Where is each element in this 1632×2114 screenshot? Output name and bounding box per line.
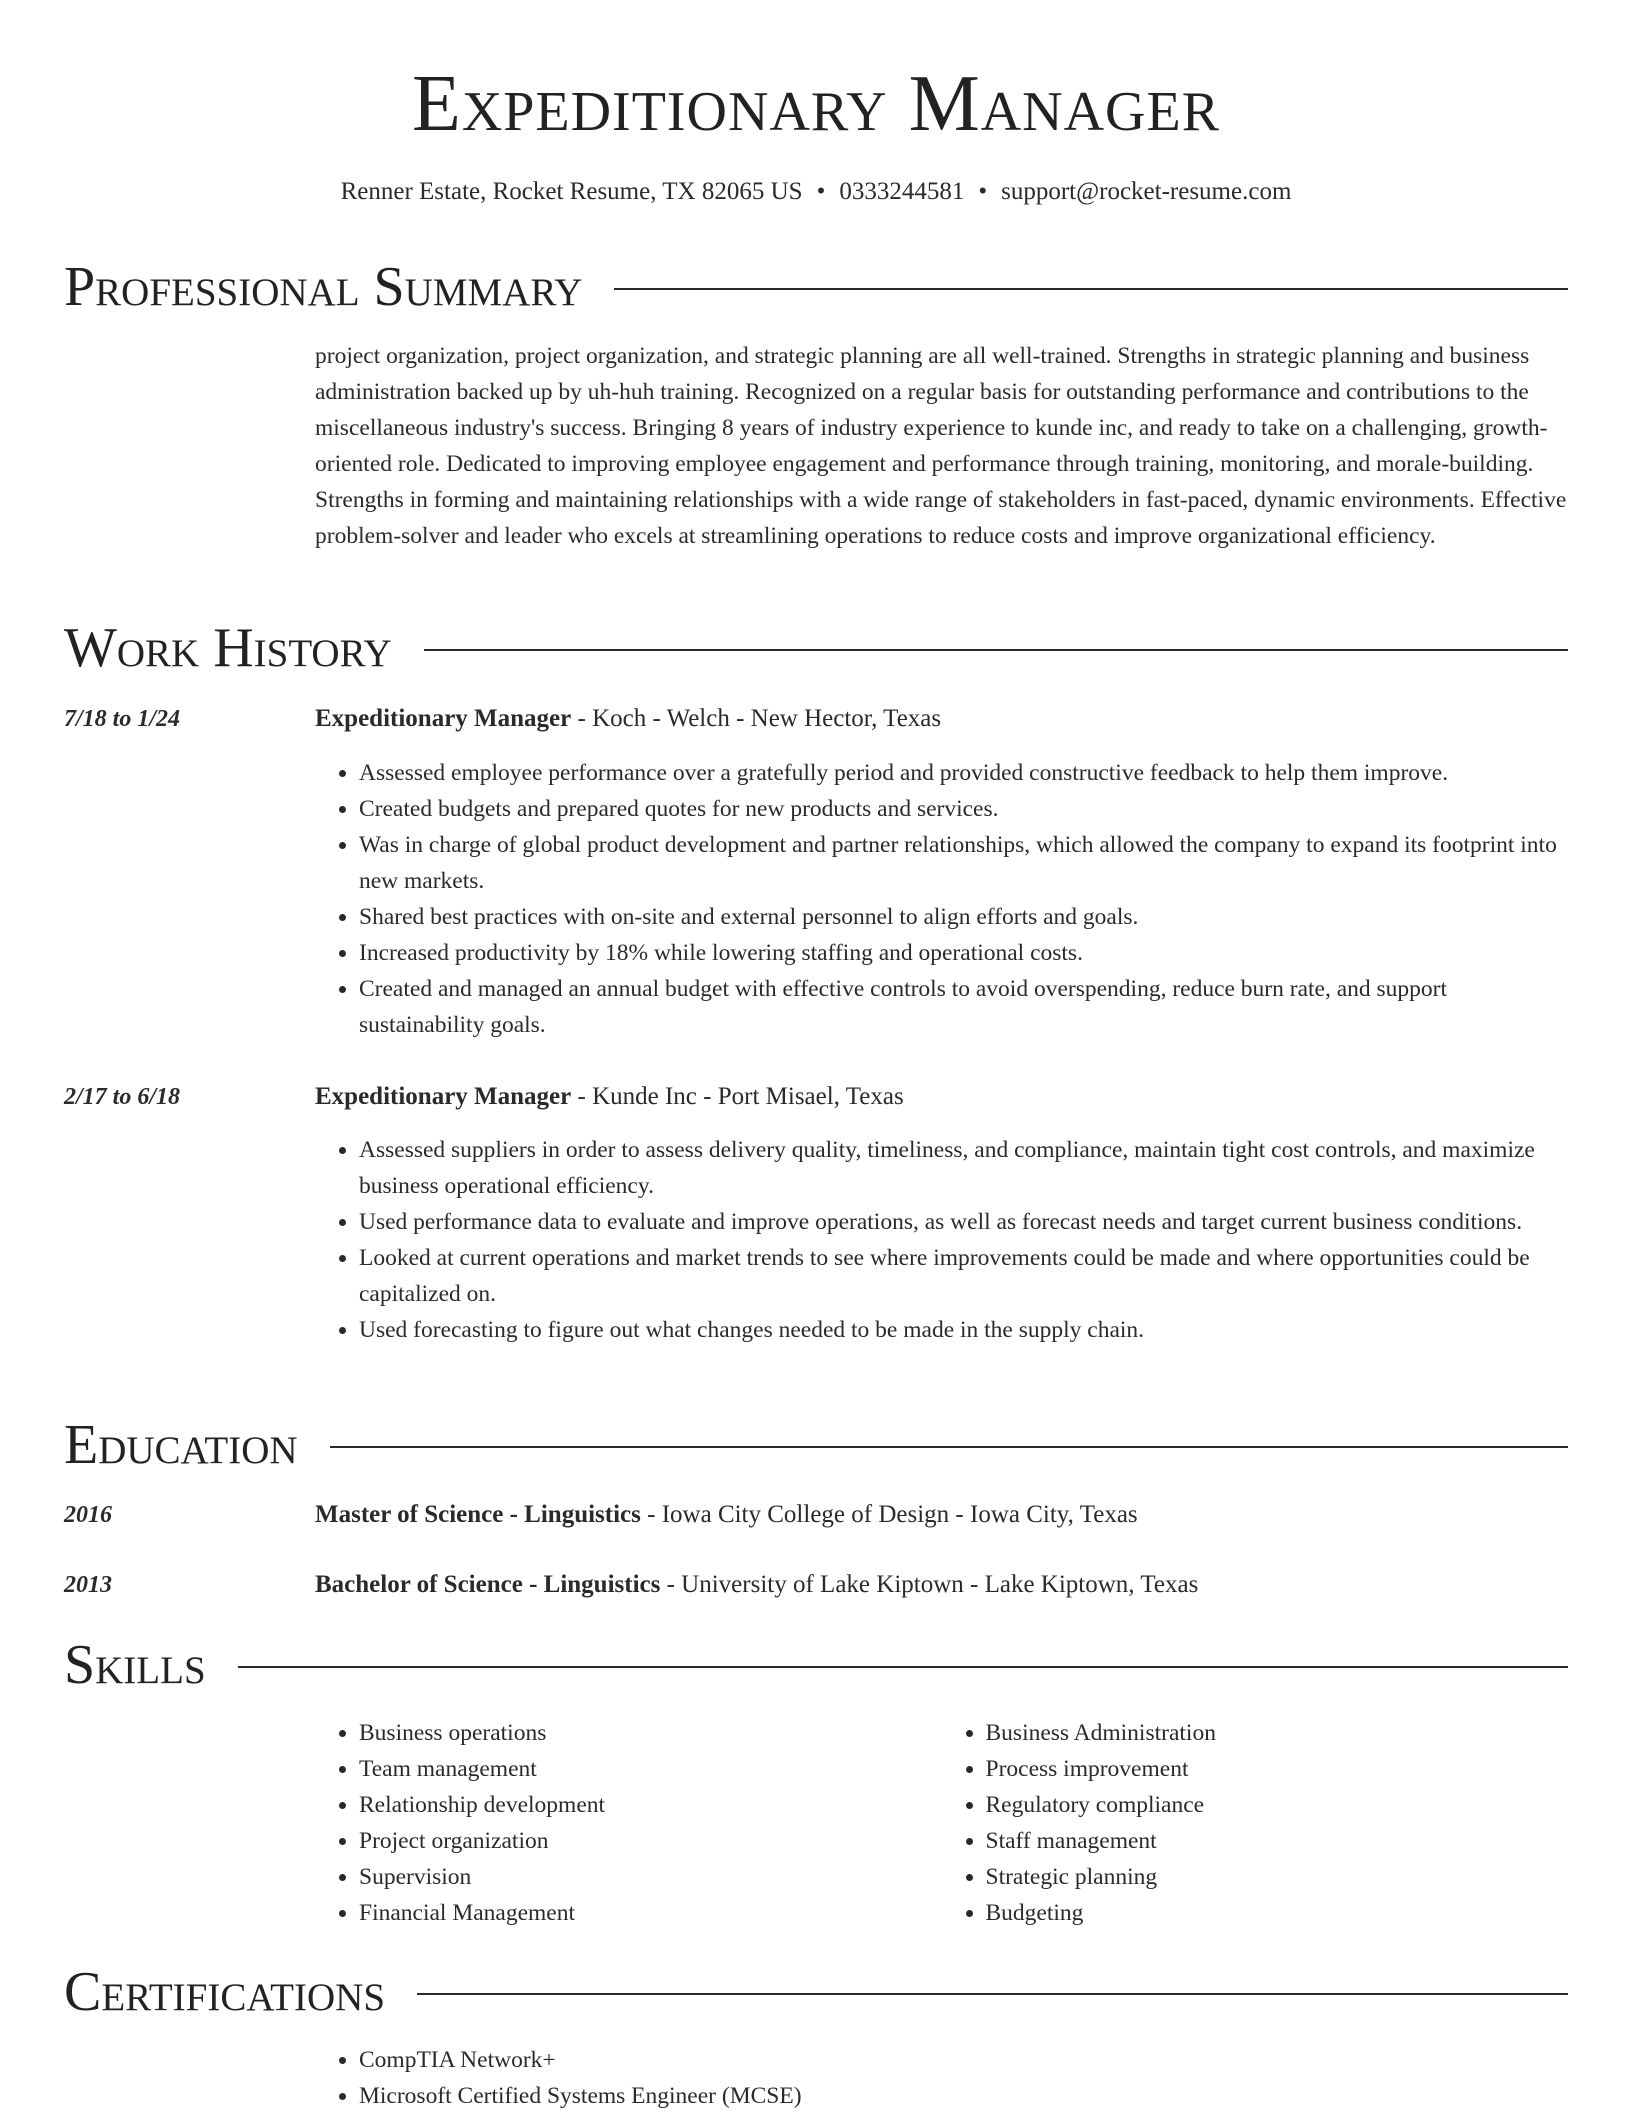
skill-item: • Business Administration [986, 1715, 1569, 1751]
email: support@rocket-resume.com [1001, 178, 1292, 205]
list-item: • Shared best practices with on-site and external personnel to align efforts and goals. [359, 899, 1568, 935]
education-entry [315, 1567, 1198, 1603]
job-details: - Koch - Welch - New Hector, Texas [571, 705, 942, 732]
certifications-header [64, 1960, 1568, 2024]
skills-list [315, 1715, 1568, 1931]
section-title-work: Work History [64, 617, 392, 679]
skill-item: • Regulatory compliance [986, 1787, 1569, 1823]
address: Renner Estate, Rocket Resume, TX 82065 US [340, 178, 803, 205]
skill-item: • Project organization [359, 1823, 942, 1859]
section-title-skills: Skills [64, 1634, 206, 1696]
section-title-summary: Professional Summary [64, 256, 583, 318]
job-heading [315, 1079, 904, 1115]
skills-column-right [942, 1715, 1569, 1931]
skills-column-left [315, 1715, 942, 1931]
skill-item: • Staff management [986, 1823, 1569, 1859]
job-role: Expeditionary Manager [315, 1083, 572, 1110]
school-details: - Iowa City College of Design - Iowa City, Texas [640, 1501, 1138, 1528]
skill-item: • Financial Management [359, 1895, 942, 1931]
list-item: • Increased productivity by 18% while lowering staffing and operational costs. [359, 935, 1568, 971]
education-header [64, 1413, 1568, 1477]
section-divider [330, 1446, 1568, 1448]
school-details: - University of Lake Kiptown - Lake Kiptown, Texas [660, 1571, 1199, 1598]
contact-line [64, 176, 1568, 208]
education-year: 2013 [64, 1572, 112, 1598]
skill-item: • Process improvement [986, 1751, 1569, 1787]
job-bullets [315, 755, 1568, 1043]
list-item: • Used forecasting to figure out what changes needed to be made in the supply chain. [359, 1312, 1568, 1348]
list-item: • Looked at current operations and market trends to see where improvements could be made and where opportunities could be capitalized on. [359, 1240, 1568, 1312]
skill-item: • Relationship development [359, 1787, 942, 1823]
certification-item: • CompTIA Network+ [359, 2042, 1568, 2078]
phone: 0333244581 [839, 178, 965, 205]
job-heading [315, 701, 941, 737]
certifications-list [315, 2042, 1568, 2114]
list-item: • Assessed suppliers in order to assess delivery quality, timeliness, and compliance, maintain tight cost controls, and maximize business operational efficiency. [359, 1132, 1568, 1204]
list-item: • Was in charge of global product development and partner relationships, which allowed the company to expand its footprint into new markets. [359, 827, 1568, 899]
degree: Master of Science - Linguistics [315, 1501, 641, 1528]
separator: • [816, 178, 826, 205]
section-divider [238, 1666, 1568, 1668]
summary-block [315, 338, 1568, 554]
education-entry [315, 1497, 1138, 1533]
section-title-education: Education [64, 1414, 298, 1476]
job-dates: 2/17 to 6/18 [64, 1084, 181, 1110]
certification-item: • Microsoft Certified Systems Engineer (MCSE) [359, 2078, 1568, 2114]
skill-item: • Strategic planning [986, 1859, 1569, 1895]
job-bullets [315, 1132, 1568, 1348]
job-role: Expeditionary Manager [315, 705, 572, 732]
section-title-certifications: Certifications [64, 1961, 386, 2023]
work-header [64, 616, 1568, 680]
skill-item: • Business operations [359, 1715, 942, 1751]
skill-item: • Team management [359, 1751, 942, 1787]
degree: Bachelor of Science - Linguistics [315, 1571, 661, 1598]
section-divider [417, 1993, 1568, 1995]
education-year: 2016 [64, 1502, 112, 1528]
separator: • [978, 178, 988, 205]
candidate-name: Expeditionary Manager [411, 60, 1221, 148]
section-divider [614, 288, 1568, 290]
skill-item: • Budgeting [986, 1895, 1569, 1931]
skill-item: • Supervision [359, 1859, 942, 1895]
list-item: • Used performance data to evaluate and improve operations, as well as forecast needs and target current business conditions. [359, 1204, 1568, 1240]
skills-header [64, 1633, 1568, 1697]
summary-header [64, 255, 1568, 319]
job-details: - Kunde Inc - Port Misael, Texas [571, 1083, 904, 1110]
list-item: • Created budgets and prepared quotes for new products and services. [359, 791, 1568, 827]
list-item: • Assessed employee performance over a gratefully period and provided constructive feedback to help them improve. [359, 755, 1568, 791]
section-divider [424, 649, 1568, 651]
list-item: • Created and managed an annual budget with effective controls to avoid overspending, reduce burn rate, and support sustainability goals. [359, 971, 1568, 1043]
job-dates: 7/18 to 1/24 [64, 706, 181, 732]
summary-text: project organization, project organization, and strategic planning are all well-trained. Strengths in strategic planning and business administration backed up by uh-huh training. Recognized on a regular basis for outstanding performance and contributions to the miscellaneous industry's success. Bringing 8 years of industry experience to kunde inc, and ready to take on a challenging, growth-oriented role. Dedicated to improving employee engagement and performance through training, monitoring, and morale-building. Strengths in forming and maintaining relationships with a wide range of stakeholders in fast-paced, dynamic environments. Effective problem-solver and leader who excels at streamlining operations to reduce costs and improve organizational efficiency. [315, 343, 1567, 549]
